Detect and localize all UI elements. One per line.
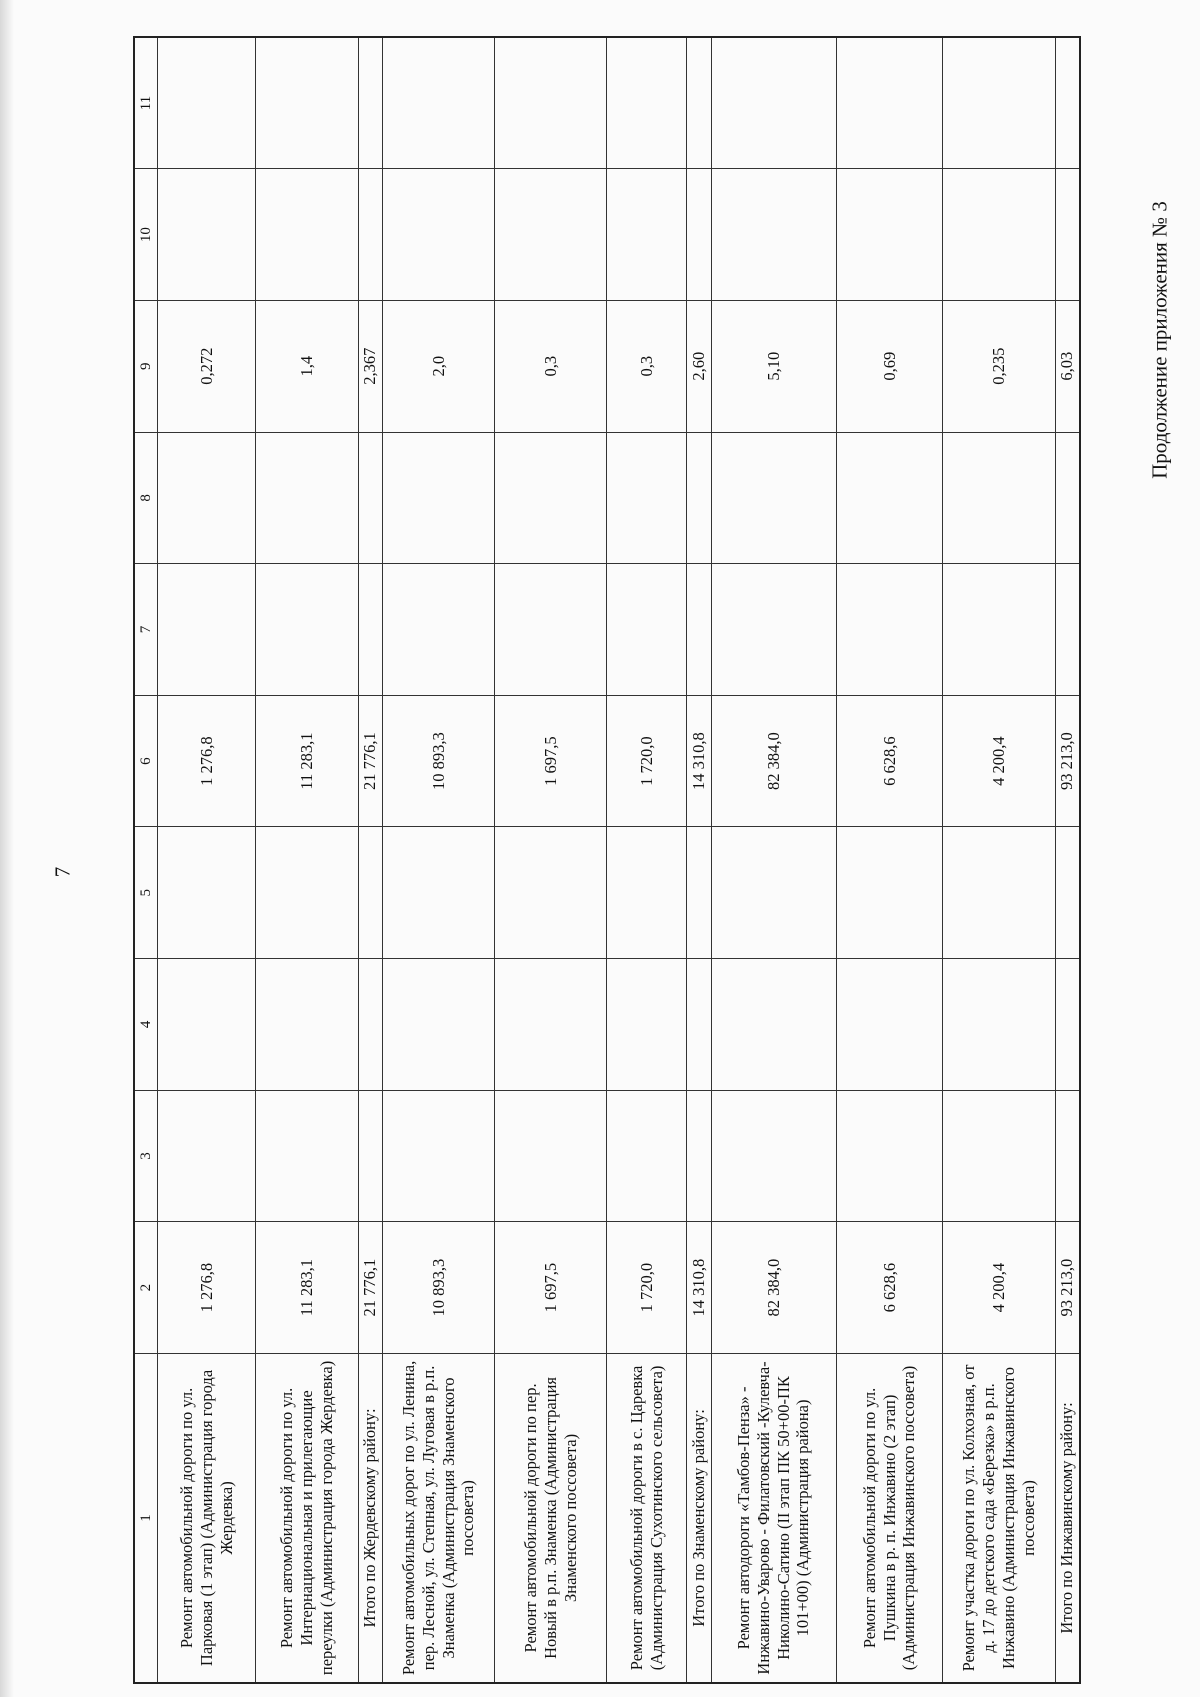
column-number: 2 <box>134 1222 157 1354</box>
cell-col-9: 5,10 <box>711 300 836 432</box>
column-number-row <box>134 37 157 1683</box>
column-number: 7 <box>134 564 157 696</box>
work-description: Ремонт автомобильной дороги по ул. Интернациональная и прилегающие переулки (Администрация города Жердевка) <box>256 1353 359 1683</box>
table-row <box>157 37 255 1683</box>
table-row <box>495 37 607 1683</box>
column-number: 4 <box>134 959 157 1091</box>
empty-cell <box>1055 37 1080 169</box>
empty-cell <box>836 959 943 1091</box>
empty-cell <box>358 827 382 959</box>
empty-cell <box>687 1090 711 1222</box>
cell-col-6: 1 697,5 <box>495 695 607 827</box>
empty-cell <box>256 169 359 301</box>
subtotal-row <box>1055 37 1080 1683</box>
cell-col-6: 6 628,6 <box>836 695 943 827</box>
empty-cell <box>1055 1090 1080 1222</box>
empty-cell <box>943 564 1055 696</box>
cell-col-2: 6 628,6 <box>836 1222 943 1354</box>
empty-cell <box>687 959 711 1091</box>
cell-col-6: 1 720,0 <box>607 695 687 827</box>
empty-cell <box>157 1090 255 1222</box>
column-number: 9 <box>134 300 157 432</box>
empty-cell <box>1055 432 1080 564</box>
column-number: 11 <box>134 37 157 169</box>
cell-col-2: 10 893,3 <box>383 1222 495 1354</box>
work-description: Ремонт автомобильной дороги по ул. Пушкина в р. п. Инжавино (2 этап) (Администрация Инжавинского поссовета) <box>836 1353 943 1683</box>
empty-cell <box>1055 564 1080 696</box>
cell-col-9: 0,235 <box>943 300 1055 432</box>
cell-col-9: 0,272 <box>157 300 255 432</box>
empty-cell <box>495 432 607 564</box>
work-description: Ремонт участка дороги по ул. Колхозная, от д. 17 до детского сада «Березка» в р.п. Инжавино (Администрация Инжавинского поссовета) <box>943 1353 1055 1683</box>
empty-cell <box>836 37 943 169</box>
column-number: 10 <box>134 169 157 301</box>
empty-cell <box>836 169 943 301</box>
cell-col-2: 4 200,4 <box>943 1222 1055 1354</box>
work-description: Ремонт автомобильных дорог по ул. Ленина, пер. Лесной, ул. Степная, ул. Луговая в р.п. Знаменка (Администрация Знаменского поссовета) <box>383 1353 495 1683</box>
cell-col-2: 82 384,0 <box>711 1222 836 1354</box>
cell-col-9: 0,3 <box>495 300 607 432</box>
cell-col-6: 93 213,0 <box>1055 695 1080 827</box>
empty-cell <box>358 37 382 169</box>
empty-cell <box>711 564 836 696</box>
empty-cell <box>687 432 711 564</box>
table-container <box>133 36 1081 1684</box>
empty-cell <box>256 432 359 564</box>
empty-cell <box>1055 169 1080 301</box>
cell-col-2: 1 276,8 <box>157 1222 255 1354</box>
table-row <box>607 37 687 1683</box>
empty-cell <box>495 564 607 696</box>
scan-edge-shadow <box>0 0 14 1697</box>
empty-cell <box>358 169 382 301</box>
empty-cell <box>836 564 943 696</box>
empty-cell <box>687 564 711 696</box>
empty-cell <box>256 564 359 696</box>
column-number: 6 <box>134 695 157 827</box>
empty-cell <box>836 827 943 959</box>
cell-col-2: 11 283,1 <box>256 1222 359 1354</box>
table-row <box>711 37 836 1683</box>
subtotal-row <box>687 37 711 1683</box>
subtotal-row <box>358 37 382 1683</box>
cell-col-9: 2,60 <box>687 300 711 432</box>
cell-col-6: 4 200,4 <box>943 695 1055 827</box>
empty-cell <box>943 37 1055 169</box>
cell-col-9: 0,69 <box>836 300 943 432</box>
empty-cell <box>711 37 836 169</box>
cell-col-2: 1 697,5 <box>495 1222 607 1354</box>
empty-cell <box>383 37 495 169</box>
empty-cell <box>943 827 1055 959</box>
empty-cell <box>607 1090 687 1222</box>
work-description: Ремонт автодороги «Тамбов-Пенза» - Инжавино-Уварово - Филатовский -Кулевча-Николино-Сатино (II этап ПК 50+00-ПК 101+00) (Администрация района) <box>711 1353 836 1683</box>
empty-cell <box>157 959 255 1091</box>
empty-cell <box>607 169 687 301</box>
empty-cell <box>687 169 711 301</box>
appendix-caption: Продолжение приложения № 3 <box>1147 201 1172 479</box>
empty-cell <box>687 37 711 169</box>
cell-col-6: 1 276,8 <box>157 695 255 827</box>
cell-col-2: 14 310,8 <box>687 1222 711 1354</box>
cell-col-9: 0,3 <box>607 300 687 432</box>
empty-cell <box>495 37 607 169</box>
column-number: 3 <box>134 1090 157 1222</box>
cell-col-2: 1 720,0 <box>607 1222 687 1354</box>
empty-cell <box>256 1090 359 1222</box>
empty-cell <box>358 1090 382 1222</box>
subtotal-label: Итого по Жердевскому району: <box>358 1353 382 1683</box>
cell-col-2: 21 776,1 <box>358 1222 382 1354</box>
subtotal-label: Итого по Знаменскому району: <box>687 1353 711 1683</box>
empty-cell <box>836 1090 943 1222</box>
empty-cell <box>1055 827 1080 959</box>
table-row <box>256 37 359 1683</box>
cell-col-9: 2,367 <box>358 300 382 432</box>
empty-cell <box>943 1090 1055 1222</box>
empty-cell <box>836 432 943 564</box>
cell-col-6: 14 310,8 <box>687 695 711 827</box>
cell-col-6: 21 776,1 <box>358 695 382 827</box>
cell-col-6: 11 283,1 <box>256 695 359 827</box>
empty-cell <box>383 1090 495 1222</box>
empty-cell <box>607 564 687 696</box>
cell-col-6: 82 384,0 <box>711 695 836 827</box>
empty-cell <box>383 169 495 301</box>
work-description: Ремонт автомобильной дороги в с. Царевка (Администрация Сухотинского сельсовета) <box>607 1353 687 1683</box>
empty-cell <box>157 169 255 301</box>
empty-cell <box>943 959 1055 1091</box>
empty-cell <box>495 959 607 1091</box>
cell-col-2: 93 213,0 <box>1055 1222 1080 1354</box>
table-row <box>836 37 943 1683</box>
empty-cell <box>383 564 495 696</box>
work-description: Ремонт автомобильной дороги по пер. Новый в р.п. Знаменка (Администрация Знаменского поссовета) <box>495 1353 607 1683</box>
empty-cell <box>256 37 359 169</box>
empty-cell <box>687 827 711 959</box>
cell-col-9: 6,03 <box>1055 300 1080 432</box>
empty-cell <box>711 432 836 564</box>
empty-cell <box>256 827 359 959</box>
column-number: 8 <box>134 432 157 564</box>
empty-cell <box>711 169 836 301</box>
empty-cell <box>358 959 382 1091</box>
work-description: Ремонт автомобильной дороги по ул. Парковая (1 этап) (Администрация города Жердевка) <box>157 1353 255 1683</box>
empty-cell <box>607 959 687 1091</box>
cell-col-6: 10 893,3 <box>383 695 495 827</box>
budget-table <box>133 36 1081 1684</box>
empty-cell <box>1055 959 1080 1091</box>
empty-cell <box>383 959 495 1091</box>
empty-cell <box>495 1090 607 1222</box>
empty-cell <box>157 827 255 959</box>
empty-cell <box>607 432 687 564</box>
empty-cell <box>358 564 382 696</box>
empty-cell <box>943 432 1055 564</box>
empty-cell <box>358 432 382 564</box>
subtotal-label: Итого по Инжавинскому району: <box>1055 1353 1080 1683</box>
empty-cell <box>495 827 607 959</box>
empty-cell <box>711 827 836 959</box>
empty-cell <box>495 169 607 301</box>
column-number: 1 <box>134 1353 157 1683</box>
empty-cell <box>157 37 255 169</box>
cell-col-9: 1,4 <box>256 300 359 432</box>
empty-cell <box>157 432 255 564</box>
table-row <box>383 37 495 1683</box>
empty-cell <box>157 564 255 696</box>
cell-col-9: 2,0 <box>383 300 495 432</box>
empty-cell <box>711 959 836 1091</box>
empty-cell <box>383 827 495 959</box>
empty-cell <box>256 959 359 1091</box>
empty-cell <box>943 169 1055 301</box>
empty-cell <box>711 1090 836 1222</box>
page-number: 7 <box>50 866 75 878</box>
table-body <box>134 37 1080 1683</box>
empty-cell <box>607 827 687 959</box>
empty-cell <box>607 37 687 169</box>
column-number: 5 <box>134 827 157 959</box>
empty-cell <box>383 432 495 564</box>
table-row <box>943 37 1055 1683</box>
